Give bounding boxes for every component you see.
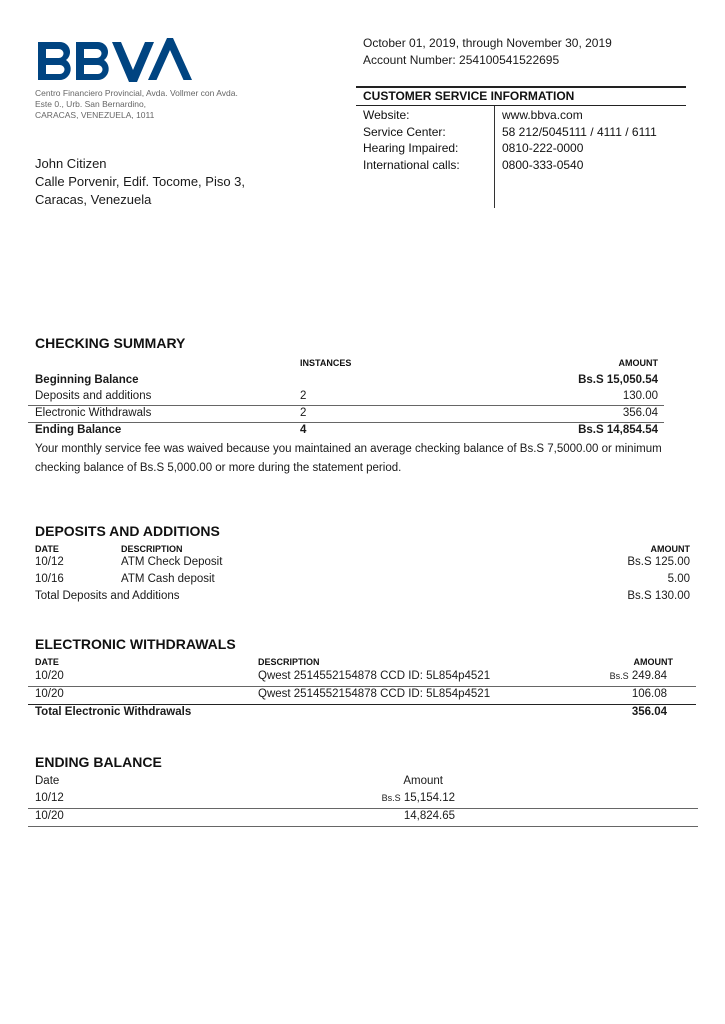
checking-summary-title: CHECKING SUMMARY <box>35 335 186 351</box>
col-header-date: DATE <box>35 657 59 667</box>
col-header-instances: INSTANCES <box>300 358 352 368</box>
summary-row-instances: 2 <box>300 390 307 402</box>
customer-name: John Citizen <box>35 156 107 171</box>
cs-label-hearing-impaired: Hearing Impaired: <box>363 141 459 155</box>
ending-balance-date: 10/20 <box>35 810 64 822</box>
summary-row-label: Deposits and additions <box>35 390 152 402</box>
bank-address-line: Este 0., Urb. San Bernardino, <box>35 99 147 109</box>
statement-period: October 01, 2019, through November 30, 2019 <box>363 36 612 50</box>
customer-address-line: Caracas, Venezuela <box>35 192 152 207</box>
col-header-date: DATE <box>35 544 59 554</box>
amount-value: 15,154.12 <box>403 792 455 804</box>
column-divider <box>494 106 495 208</box>
deposit-description: ATM Cash deposit <box>121 573 215 585</box>
deposits-total-amount: Bs.S 130.00 <box>627 590 690 602</box>
withdrawal-description: Qwest 2514552154878 CCD ID: 5L854p4521 <box>258 670 491 682</box>
currency-prefix: Bs.S <box>609 671 629 681</box>
divider <box>356 86 686 88</box>
divider <box>28 686 696 687</box>
divider <box>28 826 698 827</box>
deposit-description: ATM Check Deposit <box>121 556 223 568</box>
ending-balance-title: ENDING BALANCE <box>35 754 162 770</box>
amount-value: 106.08 <box>631 688 667 700</box>
account-number: Account Number: 254100541522695 <box>363 53 560 67</box>
cs-hearing-impaired-phone: 0810-222-0000 <box>502 141 584 155</box>
cs-website-link[interactable]: www.bbva.com <box>502 108 583 122</box>
deposit-amount: Bs.S 125.00 <box>627 556 690 568</box>
amount-value: 249.84 <box>631 670 667 682</box>
summary-row-label: Electronic Withdrawals <box>35 407 152 419</box>
ending-balance-amount <box>300 792 455 804</box>
divider <box>28 808 698 809</box>
cs-service-center-phone: 58 212/5045111 / 4111 / 6111 <box>502 124 657 139</box>
deposit-date: 10/16 <box>35 573 64 585</box>
deposits-title: DEPOSITS AND ADDITIONS <box>35 523 220 539</box>
service-fee-note: Your monthly service fee was waived because you maintained an average checking balance of Bs.S 7,5000.00 or minimum checking balance of Bs.S 5,000.00 or more during the statement period. <box>35 443 662 474</box>
bank-address-line: Centro Financiero Provincial, Avda. Vollmer con Avda. <box>35 88 238 98</box>
ending-balance-amount <box>300 810 455 822</box>
col-header-description: DESCRIPTION <box>258 657 320 667</box>
withdrawal-amount <box>553 688 667 700</box>
withdrawal-description: Qwest 2514552154878 CCD ID: 5L854p4521 <box>258 688 491 700</box>
col-header-amount: AMOUNT <box>633 657 673 667</box>
summary-row-label: Beginning Balance <box>35 374 139 386</box>
deposit-amount: 5.00 <box>667 573 690 585</box>
cs-label-website: Website: <box>363 108 410 122</box>
col-header-date: Date <box>35 775 60 787</box>
summary-row-amount: 130.00 <box>622 390 658 402</box>
currency-prefix: Bs.S <box>381 793 401 803</box>
withdrawal-date: 10/20 <box>35 688 64 700</box>
withdrawals-title: ELECTRONIC WITHDRAWALS <box>35 636 236 652</box>
divider <box>28 405 664 406</box>
cs-label-service-center: Service Center: <box>363 124 446 139</box>
customer-address <box>35 155 245 209</box>
col-header-description: DESCRIPTION <box>121 544 183 554</box>
amount-value: 14,824.65 <box>403 810 455 822</box>
divider <box>28 422 664 423</box>
divider <box>356 105 686 106</box>
withdrawal-amount <box>553 670 667 682</box>
summary-row-instances: 4 <box>300 424 307 436</box>
withdrawals-total-amount: 356.04 <box>631 706 667 718</box>
cs-label-international: International calls: <box>363 157 460 172</box>
customer-service-labels <box>363 107 460 173</box>
customer-address-line: Calle Porvenir, Edif. Tocome, Piso 3, <box>35 174 246 189</box>
divider <box>28 704 696 705</box>
withdrawals-total-label: Total Electronic Withdrawals <box>35 706 192 718</box>
deposit-date: 10/12 <box>35 556 64 568</box>
bank-address <box>35 88 238 121</box>
bank-address-line: CARACAS, VENEZUELA, 1011 <box>35 110 155 120</box>
summary-row-label: Ending Balance <box>35 424 122 436</box>
ending-balance-date: 10/12 <box>35 792 64 804</box>
deposits-total-label: Total Deposits and Additions <box>35 590 180 602</box>
withdrawal-date: 10/20 <box>35 670 64 682</box>
statement-info <box>363 35 612 69</box>
bbva-logo-icon <box>36 38 192 84</box>
col-header-amount: AMOUNT <box>618 358 658 368</box>
summary-row-amount: Bs.S 14,854.54 <box>578 424 658 436</box>
customer-service-title: CUSTOMER SERVICE INFORMATION <box>363 89 575 103</box>
cs-international-phone: 0800-333-0540 <box>502 157 584 172</box>
summary-row-amount: 356.04 <box>622 407 658 419</box>
col-header-amount: Amount <box>403 775 443 787</box>
col-header-amount: AMOUNT <box>650 544 690 554</box>
summary-row-instances: 2 <box>300 407 307 419</box>
bbva-logo <box>36 38 192 84</box>
customer-service-values <box>502 107 657 173</box>
summary-row-amount: Bs.S 15,050.54 <box>578 374 658 386</box>
